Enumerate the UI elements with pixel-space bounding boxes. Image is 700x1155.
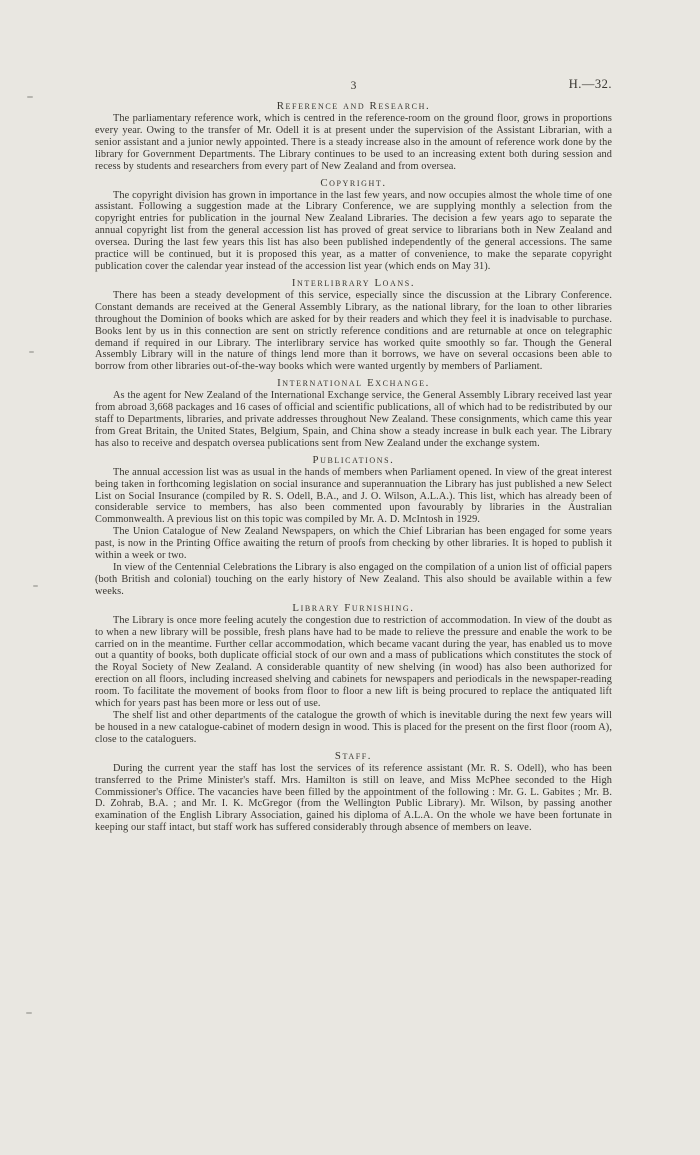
section-reference-and-research (95, 100, 612, 173)
document-reference: H.—32. (568, 77, 612, 91)
section-heading: Reference and Research. (276, 100, 431, 112)
paragraph: The copyright division has grown in importance in the last few years, and now occupies almost the whole time of one assistant. Following a suggestion made at the Library Conference, we are supplying monthly a selection from the copyright entries for publication in the journal New Zealand Libraries. The decision a few years ago to separate the annual copyright list from the general accession list has proved of great service to librarians both in New Zealand and oversea. During the last few years this list has also been published independently of the general accessions. The same practice will be continued, but it is proposed this year, as a matter of convenience, to make the separate copyright publication cover the calendar year instead of the accession list year (which ends on May 31). (95, 189, 612, 272)
paragraph: The annual accession list was as usual in the hands of members when Parliament opened. In view of the great interest being taken in forthcoming legislation on social insurance and superannuation the Library has just published a new Select List on Social Insurance (compiled by R. S. Odell, B.A., and J. O. Wilson, A.L.A.). This list, which has already been of considerable service to members, has also been commented upon favourably by libraries in the Australian Commonwealth. A previous list on this topic was compiled by Mr. A. D. McIntosh in 1929. (95, 466, 612, 526)
section-heading: Staff. (334, 749, 373, 762)
section-heading: Library Furnishing. (292, 601, 415, 614)
page-header (95, 77, 612, 96)
section-copyright (95, 177, 612, 273)
paragraph: The Union Catalogue of New Zealand Newspapers, on which the Chief Librarian has been engaged for some years past, is now in the Printing Office awaiting the return of proofs from checking by other libraries. It is hoped to publish it within a week or two. (95, 526, 612, 562)
paragraph: The parliamentary reference work, which is centred in the reference-room on the ground floor, grows in proportions every year. Owing to the transfer of Mr. Odell it is at present under the supervision of the Assistant Librarian, with a senior assistant and a junior newly appointed. There is a steady increase also in the amount of reference work done by the library for Government Departments. The Library continues to be used to an increasing extent both during session and recess by students and researchers from every part of New Zealand and from oversea. (95, 113, 612, 172)
document-page (95, 77, 612, 834)
section-interlibrary-loans (95, 277, 612, 373)
section-publications (95, 454, 612, 598)
paragraph: There has been a steady development of this service, especially since the discussion at the Library Conference. Constant demands are received at the General Assembly Library, as the national library, for the loan to other libraries throughout the Dominion of books which are asked for by their readers and which they feel it is inadvisable to purchase. Books lent by us in this connection are sent on strictly reference conditions and are returnable at once on telegraphic demand if required in our Library. The interlibrary service has worked quite smoothly so far. Though the General Assembly Library will in the nature of things lend more than it borrows, we have on several occasions been able to borrow from other libraries out-of-the-way books which were wanted urgently by members of Parliament. (95, 289, 612, 373)
paragraph: The shelf list and other departments of the catalogue the growth of which is inevitable during the next few years will be housed in a new catalogue-cabinet of modern design in wood. This is placed for the present on the first floor (room A), close to the cataloguers. (95, 709, 612, 745)
section-heading: Interlibrary Loans. (291, 276, 416, 289)
paragraph: During the current year the staff has lost the services of its reference assistant (Mr. R. S. Odell), who has been transferred to the Prime Minister's staff. Mrs. Hamilton is still on leave, and Miss McPhee seconded to the High Commissioner's Office. The vacancies have been filled by the appointment of the following : Mr. G. L. Gabites ; Mr. B. D. Zohrab, B.A. ; and Mr. I. K. McGregor (from the Wellington Public Library). Mr. Wilson, by passing another examination of the English Library Association, gained his diploma of A.L.A. On the whole we have been fortunate in keeping our staff intact, but staff work has suffered considerably through absence of members on leave. (95, 762, 612, 834)
paragraph: In view of the Centennial Celebrations the Library is also engaged on the compilation of a union list of official papers (both British and colonial) touching on the early history of New Zealand. This also should be available within a few weeks. (95, 562, 612, 597)
scan-artifact (27, 96, 33, 98)
section-international-exchange (95, 377, 612, 450)
scan-artifact (33, 585, 38, 587)
section-staff (95, 750, 612, 834)
section-heading: Publications. (312, 453, 395, 466)
scan-artifact (26, 1012, 32, 1014)
section-heading: International Exchange. (277, 377, 430, 390)
page-number: 3 (350, 80, 357, 92)
paragraph: As the agent for New Zealand of the International Exchange service, the General Assembly Library received last year from abroad 3,668 packages and 16 cases of official and scientific publications, all of which had to be redistributed by our staff to Departments, libraries, and private addresses throughout New Zealand. These consignments, which came this year from Great Britain, the United States, Belgium, Spain, and China show a steady increase in bulk each year. The Library has also to receive and despatch oversea publications sent from New Zealand under the exchange system. (95, 390, 612, 449)
section-heading: Copyright. (320, 176, 387, 189)
paragraph: The Library is once more feeling acutely the congestion due to restriction of accommodation. In view of the doubt as to when a new library will be possible, fresh plans have had to be made to relieve the pressure and enable the work to be carried on in the meantime. Further cellar accommodation, which became vacant during the year, has enabled us to move out a quantity of books, both duplicate official stock of our own and a mass of publications which constitutes the stock of the Royal Society of New Zealand. A considerable quantity of new shelving (in wood) has also been authorized for erection on all floors, including increased shelving and cabinets for newspapers and periodicals in the newspaper-reading room. To facilitate the movement of books from floor to floor a new lift is being procured to replace the antiquated lift which for years past has been more or less out of use. (95, 614, 612, 710)
scan-artifact (29, 351, 34, 353)
section-library-furnishing (95, 602, 612, 746)
